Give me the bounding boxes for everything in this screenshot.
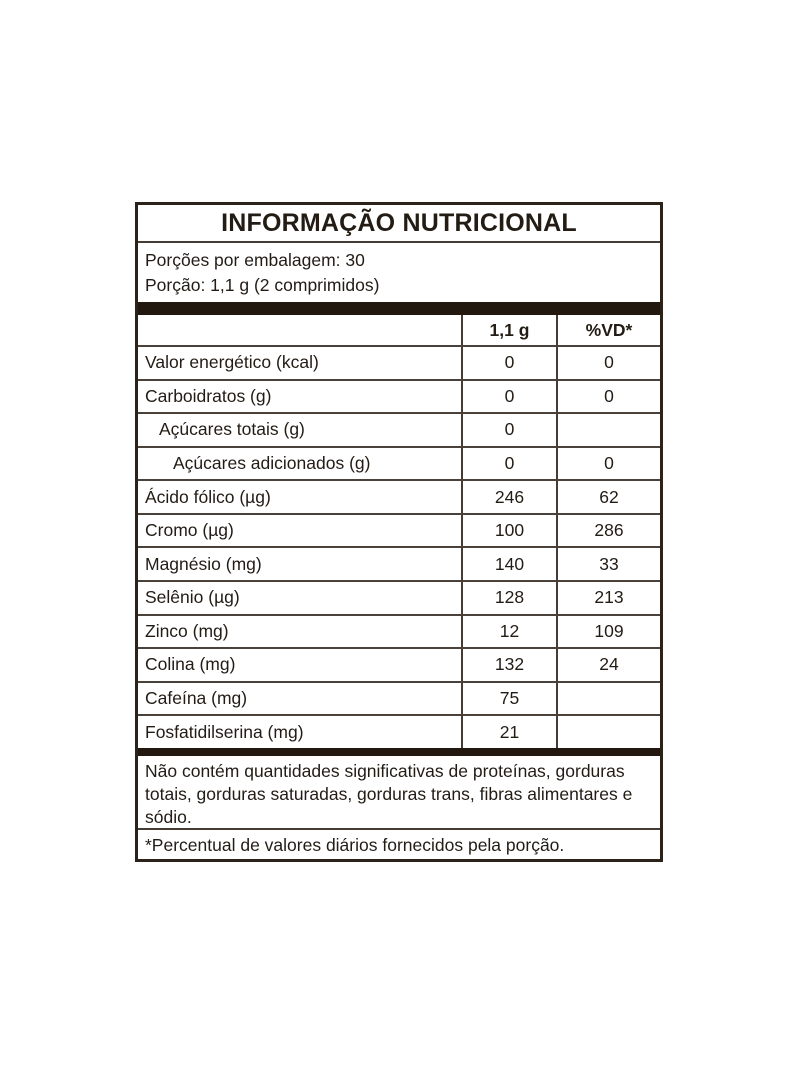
nutrient-label: Açúcares totais (g) bbox=[159, 419, 305, 440]
dv-value: 24 bbox=[556, 649, 660, 681]
amount-value: 0 bbox=[461, 347, 556, 379]
nutrient-row bbox=[138, 714, 660, 748]
nutrient-row bbox=[138, 345, 660, 379]
column-header-row bbox=[138, 315, 660, 345]
panel-title: INFORMAÇÃO NUTRICIONAL bbox=[138, 205, 660, 243]
nutrient-row bbox=[138, 614, 660, 648]
amount-value: 128 bbox=[461, 582, 556, 614]
amount-value: 0 bbox=[461, 448, 556, 480]
amount-value: 12 bbox=[461, 616, 556, 648]
nutrient-label: Valor energético (kcal) bbox=[145, 352, 319, 373]
column-header-amount: 1,1 g bbox=[461, 315, 556, 345]
nutrient-label: Cromo (µg) bbox=[145, 520, 234, 541]
amount-value: 132 bbox=[461, 649, 556, 681]
nutrient-row bbox=[138, 412, 660, 446]
nutrient-row bbox=[138, 580, 660, 614]
nutrient-label: Selênio (µg) bbox=[145, 587, 240, 608]
no-significant-amounts-note: Não contém quantidades significativas de proteínas, gorduras totais, gorduras saturadas, gorduras trans, fibras alimentares e sódio. bbox=[138, 756, 660, 830]
nutrient-label: Zinco (mg) bbox=[145, 620, 229, 641]
dv-value bbox=[556, 716, 660, 748]
thick-divider-bottom bbox=[138, 748, 660, 756]
dv-value: 213 bbox=[556, 582, 660, 614]
nutrient-row bbox=[138, 681, 660, 715]
nutrient-row bbox=[138, 513, 660, 547]
nutrient-row bbox=[138, 647, 660, 681]
amount-value: 0 bbox=[461, 414, 556, 446]
amount-value: 100 bbox=[461, 515, 556, 547]
dv-value: 286 bbox=[556, 515, 660, 547]
daily-value-footnote: *Percentual de valores diários fornecidos pela porção. bbox=[145, 835, 565, 856]
dv-value: 0 bbox=[556, 347, 660, 379]
nutrient-label: Fosfatidilserina (mg) bbox=[145, 721, 304, 742]
dv-value bbox=[556, 414, 660, 446]
dv-value: 33 bbox=[556, 548, 660, 580]
servings-per-package-text: Porções por embalagem: 30 bbox=[145, 250, 365, 270]
nutrition-facts-panel bbox=[135, 202, 663, 862]
portion-size-text: Porção: 1,1 g (2 comprimidos) bbox=[145, 274, 380, 295]
amount-value: 75 bbox=[461, 683, 556, 715]
dv-value: 62 bbox=[556, 481, 660, 513]
nutrient-row bbox=[138, 479, 660, 513]
amount-value: 0 bbox=[461, 381, 556, 413]
dv-value: 0 bbox=[556, 381, 660, 413]
nutrient-row bbox=[138, 379, 660, 413]
nutrient-label: Magnésio (mg) bbox=[145, 553, 262, 574]
dv-value bbox=[556, 683, 660, 715]
dv-value: 0 bbox=[556, 448, 660, 480]
nutrient-row bbox=[138, 446, 660, 480]
nutrient-row bbox=[138, 546, 660, 580]
column-header-daily-value: %VD* bbox=[556, 315, 660, 345]
column-header-spacer bbox=[138, 315, 461, 345]
dv-value: 109 bbox=[556, 616, 660, 648]
nutrient-label: Carboidratos (g) bbox=[145, 385, 272, 406]
amount-value: 21 bbox=[461, 716, 556, 748]
amount-value: 140 bbox=[461, 548, 556, 580]
nutrient-label: Colina (mg) bbox=[145, 654, 236, 675]
serving-info bbox=[138, 243, 660, 302]
nutrient-label: Ácido fólico (µg) bbox=[145, 486, 271, 507]
nutrient-label: Açúcares adicionados (g) bbox=[173, 453, 371, 474]
nutrient-label: Cafeína (mg) bbox=[145, 688, 248, 709]
thick-divider-top bbox=[138, 302, 660, 315]
amount-value: 246 bbox=[461, 481, 556, 513]
